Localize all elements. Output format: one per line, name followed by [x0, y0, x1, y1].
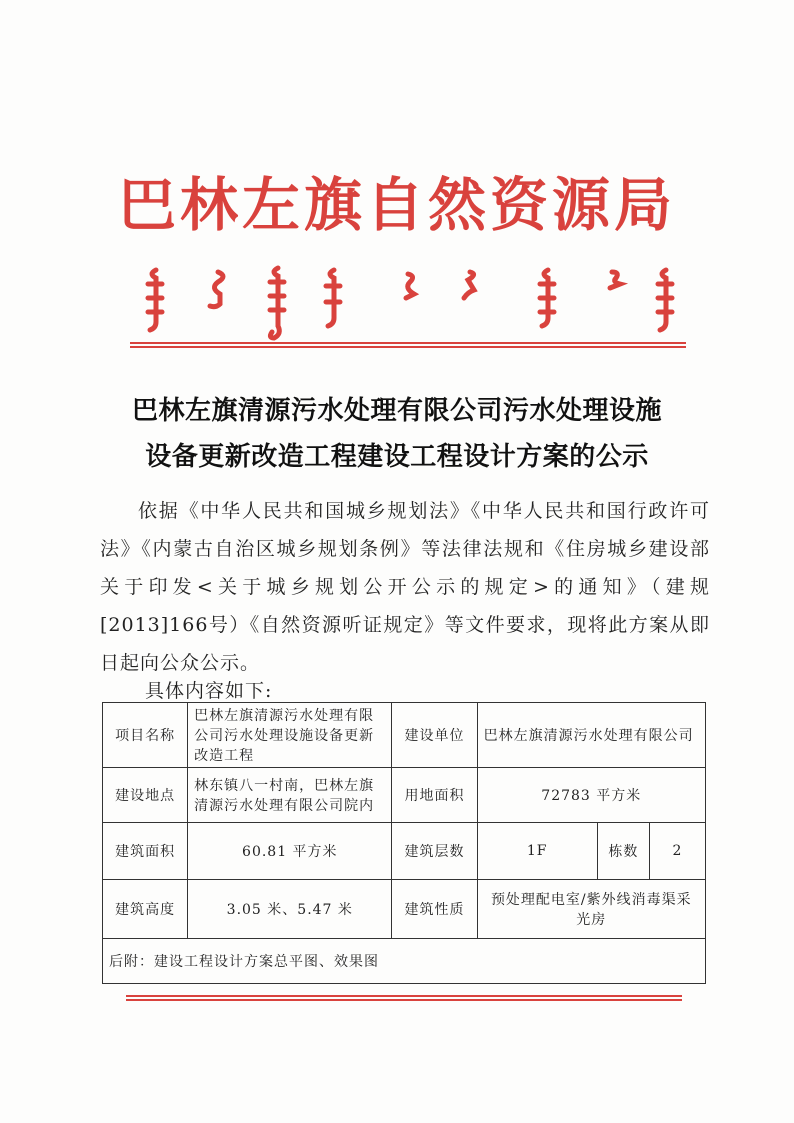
height-value: 3.05 米、5.47 米: [188, 880, 392, 939]
land-area-value: 72783 平方米: [477, 768, 705, 823]
nature-label: 建筑性质: [392, 880, 477, 939]
floor-area-value: 60.81 平方米: [188, 823, 392, 880]
notice-paragraph: 依据《中华人民共和国城乡规划法》《中华人民共和国行政许可法》《内蒙古自治区城乡规划条例》等法律法规和《住房城乡建设部关于印发<关于城乡规划公开公示的规定>的通知》（建规[2013]166号）《自然资源听证规定》等文件要求，现将此方案从即日起向公众公示。: [100, 500, 710, 674]
notice-body: [100, 492, 710, 682]
letterhead-divider: [130, 342, 686, 348]
table-row: [103, 768, 706, 823]
land-area-label: 用地面积: [392, 768, 477, 823]
floors-label: 建筑层数: [392, 823, 477, 880]
buildings-label: 栋数: [597, 823, 649, 880]
table-row: [103, 939, 706, 984]
mongolian-script-agency-name: [128, 262, 688, 342]
table-row: [103, 703, 706, 768]
site-value: 林东镇八一村南，巴林左旗清源污水处理有限公司院内: [188, 768, 392, 823]
project-name-label: 项目名称: [103, 703, 188, 768]
floors-value: 1F: [477, 823, 597, 880]
nature-value: 预处理配电室/紫外线消毒渠采光房: [477, 880, 705, 939]
height-label: 建筑高度: [103, 880, 188, 939]
project-info-table: [102, 702, 706, 984]
table-row: [103, 823, 706, 880]
notice-title-line-1: 巴林左旗清源污水处理有限公司污水处理设施: [131, 396, 662, 426]
builder-value: 巴林左旗清源污水处理有限公司: [477, 703, 705, 768]
project-name-value: 巴林左旗清源污水处理有限公司污水处理设施设备更新改造工程: [188, 703, 392, 768]
agency-name-heading: 巴林左旗自然资源局: [117, 171, 676, 239]
floor-area-label: 建筑面积: [103, 823, 188, 880]
notice-title: [40, 388, 754, 480]
builder-label: 建设单位: [392, 703, 477, 768]
site-label: 建设地点: [103, 768, 188, 823]
content-intro: 具体内容如下:: [145, 680, 273, 702]
table-row: [103, 880, 706, 939]
buildings-value: 2: [650, 823, 706, 880]
footer-divider: [126, 995, 682, 1001]
attachment-note: 后附：建设工程设计方案总平图、效果图: [103, 939, 706, 984]
notice-title-line-2: 设备更新改造工程建设工程设计方案的公示: [145, 442, 649, 472]
